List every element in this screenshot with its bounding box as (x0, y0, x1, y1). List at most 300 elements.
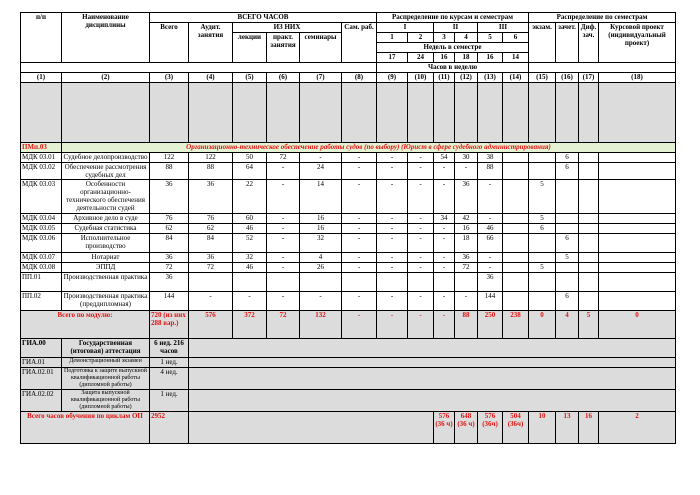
blank-cell (21, 83, 62, 143)
discipline-cell: 88 (478, 163, 503, 180)
discipline-cell: 54 (434, 153, 455, 163)
semester-number: 1 (377, 33, 408, 43)
discipline-name: Судебная статистика (62, 224, 150, 234)
blank-cell (342, 83, 377, 143)
header-of-them: ИЗ НИХ (233, 23, 342, 33)
gia-subrow (21, 390, 676, 412)
discipline-cell: 76 (189, 214, 233, 224)
semester-number: 4 (455, 33, 478, 43)
column-number: (10) (408, 73, 434, 83)
header-course-1: I (377, 23, 434, 33)
blank-cell (529, 83, 556, 143)
discipline-cell: 84 (150, 234, 189, 253)
module-total-cell: 250 (478, 311, 503, 339)
semester-weeks: 16 (478, 53, 503, 63)
semester-weeks: 18 (455, 53, 478, 63)
blank-shaded-row (21, 83, 676, 143)
module-total-label: Всего по модулю: (21, 311, 150, 339)
discipline-cell: 62 (150, 224, 189, 234)
discipline-cell: 88 (150, 163, 189, 180)
discipline-cell: 5 (529, 263, 556, 273)
discipline-cell: - (267, 224, 300, 234)
column-number: (16) (556, 73, 579, 83)
gia-subrow-code: ГИА.02.02 (21, 390, 62, 412)
semester-weeks: 14 (503, 53, 529, 63)
module-total-cell: - (377, 311, 408, 339)
discipline-cell: 72 (150, 263, 189, 273)
discipline-cell: 36 (150, 273, 189, 292)
discipline-cell-project (599, 163, 676, 180)
discipline-name: Нотариат (62, 253, 150, 263)
discipline-cell: 4 (300, 253, 342, 263)
grand-total-row (21, 412, 676, 444)
discipline-cell (579, 234, 599, 253)
discipline-cell (455, 273, 478, 292)
discipline-cell (556, 214, 579, 224)
discipline-cell: - (267, 214, 300, 224)
discipline-cell: 62 (189, 224, 233, 234)
discipline-cell: - (377, 292, 408, 311)
blank-cell (434, 83, 455, 143)
discipline-rows (21, 153, 676, 311)
header-discipline: Наименование дисциплины (62, 13, 150, 63)
discipline-cell: 144 (478, 292, 503, 311)
grand-total-label: Всего часов обучения по циклам ОП (21, 412, 150, 444)
discipline-cell-project (599, 153, 676, 163)
module-total-cell: 88 (455, 311, 478, 339)
discipline-row (21, 263, 676, 273)
blank-cell (503, 83, 529, 143)
discipline-cell (579, 214, 599, 224)
gia-subrow-name: Подготовка к защите выпускной квалификационной работы (дипломной работы) (62, 368, 150, 390)
discipline-cell: 26 (300, 263, 342, 273)
discipline-cell: - (434, 292, 455, 311)
discipline-cell: 6 (556, 292, 579, 311)
header-distribution-semesters: Распределение по семестрам (529, 13, 676, 23)
blank-cell (478, 83, 503, 143)
column-number: (3) (150, 73, 189, 83)
header-course-project: Курсовой проект (индивидуальный проект) (599, 23, 676, 63)
blank-cell (377, 83, 408, 143)
discipline-cell: - (408, 292, 434, 311)
gia-code: ГИА.00 (21, 339, 62, 358)
discipline-cell: 144 (150, 292, 189, 311)
gia-subrow (21, 358, 676, 368)
discipline-cell: 72 (267, 153, 300, 163)
discipline-cell: 50 (233, 153, 267, 163)
discipline-code: МДК 03.01 (21, 153, 62, 163)
blank-cell (189, 83, 233, 143)
gia-subrow-empty (189, 358, 676, 368)
discipline-cell: - (455, 163, 478, 180)
discipline-cell: 6 (529, 224, 556, 234)
discipline-cell: 5 (529, 180, 556, 214)
discipline-cell (503, 180, 529, 214)
header-weeks-label: Недель в семестре (377, 43, 529, 53)
discipline-cell-project (599, 263, 676, 273)
discipline-cell: - (478, 253, 503, 263)
discipline-name: Производственная практика (преддипломная) (62, 292, 150, 311)
discipline-cell: - (377, 153, 408, 163)
discipline-cell (300, 273, 342, 292)
semester-number: 3 (434, 33, 455, 43)
discipline-cell: - (434, 180, 455, 214)
discipline-cell: - (342, 263, 377, 273)
blank-cell (408, 83, 434, 143)
discipline-cell: 36 (455, 180, 478, 214)
discipline-cell: - (434, 224, 455, 234)
grand-total-semester: 576 (36 ч) (434, 412, 455, 444)
discipline-cell: 46 (478, 224, 503, 234)
discipline-cell: - (233, 292, 267, 311)
gia-subrow (21, 368, 676, 390)
discipline-name: Обеспечение рассмотрения судебных дел (62, 163, 150, 180)
discipline-cell (377, 273, 408, 292)
discipline-cell: - (408, 214, 434, 224)
curriculum-table (20, 12, 676, 444)
column-number: (17) (579, 73, 599, 83)
grand-total-diff: 16 (579, 412, 599, 444)
grand-total-exam: 10 (529, 412, 556, 444)
discipline-cell: - (267, 263, 300, 273)
gia-row (21, 339, 676, 358)
discipline-cell-project (599, 224, 676, 234)
discipline-cell: 36 (150, 180, 189, 214)
discipline-cell: - (434, 234, 455, 253)
discipline-cell: 36 (455, 253, 478, 263)
discipline-cell (503, 224, 529, 234)
discipline-row (21, 153, 676, 163)
semester-weeks: 16 (434, 53, 455, 63)
discipline-code: МДК 03.05 (21, 224, 62, 234)
discipline-cell: - (408, 180, 434, 214)
discipline-name: Судебное делопроизводство (62, 153, 150, 163)
discipline-name: Исполнительное производство (62, 234, 150, 253)
discipline-cell: - (342, 163, 377, 180)
blank-cell (599, 83, 676, 143)
discipline-cell: - (267, 292, 300, 311)
semester-weeks: 24 (408, 53, 434, 63)
gia-subrow-empty (189, 390, 676, 412)
discipline-cell: 34 (434, 214, 455, 224)
discipline-cell (408, 273, 434, 292)
discipline-name: Архивное дело в суде (62, 214, 150, 224)
discipline-cell: - (342, 224, 377, 234)
discipline-cell (529, 253, 556, 263)
discipline-cell: - (377, 253, 408, 263)
discipline-row (21, 224, 676, 234)
module-total-cell: - (408, 311, 434, 339)
header-course-3: III (478, 23, 529, 33)
discipline-cell: - (377, 180, 408, 214)
module-total-cell: 0 (529, 311, 556, 339)
discipline-cell: - (478, 263, 503, 273)
discipline-cell: - (377, 234, 408, 253)
discipline-cell: - (478, 214, 503, 224)
discipline-row (21, 163, 676, 180)
discipline-cell (556, 224, 579, 234)
discipline-cell: - (342, 214, 377, 224)
column-number: (2) (62, 73, 150, 83)
discipline-cell: - (377, 163, 408, 180)
discipline-cell-project (599, 273, 676, 292)
grand-total-project: 2 (599, 412, 676, 444)
discipline-code: МДК 03.06 (21, 234, 62, 253)
discipline-code: МДК 03.02 (21, 163, 62, 180)
discipline-cell: 5 (556, 253, 579, 263)
module-total-cell: 0 (599, 311, 676, 339)
discipline-cell (556, 263, 579, 273)
discipline-cell: 72 (455, 263, 478, 273)
discipline-row (21, 234, 676, 253)
grand-total-semester: 576 (36ч) (478, 412, 503, 444)
header-credit: зачет. (556, 23, 579, 63)
column-number: (7) (300, 73, 342, 83)
discipline-cell (233, 273, 267, 292)
grand-total-semester: 648 (36 ч) (455, 412, 478, 444)
discipline-cell: 38 (478, 153, 503, 163)
discipline-cell (503, 263, 529, 273)
module-total-cell: 4 (556, 311, 579, 339)
discipline-cell: - (342, 153, 377, 163)
discipline-cell: 46 (233, 224, 267, 234)
discipline-cell (556, 180, 579, 214)
discipline-cell (503, 273, 529, 292)
discipline-cell: 46 (233, 263, 267, 273)
discipline-row (21, 214, 676, 224)
gia-subrow-name: Демонстрационный экзамен (62, 358, 150, 368)
discipline-cell (579, 180, 599, 214)
gia-rows (21, 358, 676, 412)
header-auditorium: Аудит. занятия (189, 23, 233, 63)
discipline-cell: 122 (189, 153, 233, 163)
discipline-cell: 66 (478, 234, 503, 253)
discipline-cell: - (408, 253, 434, 263)
discipline-code: МДК 03.03 (21, 180, 62, 214)
discipline-cell (579, 163, 599, 180)
curriculum-table-sheet (20, 12, 676, 444)
header-self-work: Сам. раб. (342, 23, 377, 63)
discipline-cell: - (408, 163, 434, 180)
discipline-cell: 42 (455, 214, 478, 224)
discipline-row (21, 292, 676, 311)
discipline-code: ПП.01 (21, 273, 62, 292)
module-total-cell: - (342, 311, 377, 339)
column-number: (12) (455, 73, 478, 83)
discipline-name: Особенности организационно-технического обеспечения деятельности судей (62, 180, 150, 214)
semester-number: 6 (503, 33, 529, 43)
discipline-cell: 36 (150, 253, 189, 263)
column-number: (11) (434, 73, 455, 83)
discipline-cell-project (599, 234, 676, 253)
discipline-cell (267, 273, 300, 292)
blank-cell (579, 83, 599, 143)
module-total-cell: - (434, 311, 455, 339)
discipline-cell-project (599, 292, 676, 311)
discipline-row (21, 180, 676, 214)
discipline-cell (579, 253, 599, 263)
semester-number: 5 (478, 33, 503, 43)
discipline-cell: 36 (189, 180, 233, 214)
semester-number: 2 (408, 33, 434, 43)
discipline-cell: - (408, 234, 434, 253)
discipline-cell: - (342, 253, 377, 263)
header-total: Всего (150, 23, 189, 63)
discipline-code: МДК 03.04 (21, 214, 62, 224)
header-exam: экзам. (529, 23, 556, 63)
discipline-cell: 32 (300, 234, 342, 253)
discipline-cell: 16 (300, 224, 342, 234)
grand-total-semester: 504 (36ч) (503, 412, 529, 444)
discipline-cell-project (599, 180, 676, 214)
discipline-cell: - (267, 163, 300, 180)
discipline-cell: - (377, 214, 408, 224)
blank-cell (267, 83, 300, 143)
discipline-cell: - (434, 263, 455, 273)
discipline-cell: - (189, 292, 233, 311)
discipline-cell: - (342, 180, 377, 214)
module-total-cell: 576 (189, 311, 233, 339)
discipline-cell: 88 (189, 163, 233, 180)
discipline-cell (579, 263, 599, 273)
discipline-cell: 14 (300, 180, 342, 214)
module-total-cell: 238 (503, 311, 529, 339)
discipline-cell: 22 (233, 180, 267, 214)
discipline-cell: 84 (189, 234, 233, 253)
discipline-cell: - (408, 224, 434, 234)
gia-subrow-total: 4 нед. (150, 368, 189, 390)
discipline-cell: - (300, 153, 342, 163)
discipline-cell: - (267, 253, 300, 263)
discipline-cell (503, 214, 529, 224)
discipline-cell: 60 (233, 214, 267, 224)
discipline-cell (189, 273, 233, 292)
discipline-cell (579, 292, 599, 311)
discipline-cell (503, 253, 529, 263)
discipline-cell: - (267, 234, 300, 253)
discipline-cell: - (408, 263, 434, 273)
header-course-2: II (434, 23, 478, 33)
discipline-cell (503, 163, 529, 180)
column-number: (8) (342, 73, 377, 83)
blank-cell (62, 83, 150, 143)
header-diff-credit: Диф. зач. (579, 23, 599, 63)
discipline-cell: - (342, 234, 377, 253)
column-number: (15) (529, 73, 556, 83)
discipline-cell (579, 224, 599, 234)
discipline-cell (503, 234, 529, 253)
semester-weeks: 17 (377, 53, 408, 63)
gia-name: Государственная (итоговая) аттестация (62, 339, 150, 358)
discipline-cell: - (377, 263, 408, 273)
header-number: п/п (21, 13, 62, 63)
discipline-cell (529, 292, 556, 311)
module-total-cell: 5 (579, 311, 599, 339)
discipline-row (21, 273, 676, 292)
module-total-cell: 720 (из них 288 вар.) (150, 311, 189, 339)
discipline-code: МДК 03.08 (21, 263, 62, 273)
header-lectures: лекции (233, 33, 267, 63)
gia-subrow-code: ГИА.02.01 (21, 368, 62, 390)
discipline-name: Производственная практика (62, 273, 150, 292)
module-total-cell: 132 (300, 311, 342, 339)
discipline-cell: 30 (455, 153, 478, 163)
discipline-cell: 16 (455, 224, 478, 234)
discipline-cell: 76 (150, 214, 189, 224)
discipline-cell (529, 153, 556, 163)
discipline-cell-project (599, 214, 676, 224)
module-total-cell: 372 (233, 311, 267, 339)
discipline-cell: - (377, 224, 408, 234)
discipline-cell: - (434, 163, 455, 180)
discipline-cell: - (478, 180, 503, 214)
discipline-cell (556, 273, 579, 292)
discipline-cell: - (408, 153, 434, 163)
discipline-cell: 18 (455, 234, 478, 253)
discipline-cell (529, 234, 556, 253)
blank-cell (150, 83, 189, 143)
header-seminars: семинары (300, 33, 342, 63)
header-practical: практ. занятия (267, 33, 300, 63)
discipline-cell (579, 273, 599, 292)
blank-cell (233, 83, 267, 143)
discipline-cell: 36 (478, 273, 503, 292)
column-number: (14) (503, 73, 529, 83)
discipline-cell: 16 (300, 214, 342, 224)
gia-subrow-code: ГИА.01 (21, 358, 62, 368)
discipline-cell (503, 153, 529, 163)
discipline-cell: 122 (150, 153, 189, 163)
discipline-cell: - (455, 292, 478, 311)
discipline-cell (529, 163, 556, 180)
blank-cell (556, 83, 579, 143)
blank-cell (455, 83, 478, 143)
gia-subrow-total: 1 нед. (150, 358, 189, 368)
gia-subrow-total: 1 нед. (150, 390, 189, 412)
discipline-cell: - (267, 180, 300, 214)
discipline-cell: 36 (189, 253, 233, 263)
grand-total-hours: 2952 (150, 412, 189, 444)
column-number: (5) (233, 73, 267, 83)
column-number: (1) (21, 73, 62, 83)
discipline-cell: - (300, 292, 342, 311)
discipline-cell: 52 (233, 234, 267, 253)
discipline-code: ПП.02 (21, 292, 62, 311)
discipline-row (21, 253, 676, 263)
grand-total-credit: 13 (556, 412, 579, 444)
gia-subrow-name: Защита выпускной квалификационной работы (дипломной работы) (62, 390, 150, 412)
discipline-cell: 5 (529, 214, 556, 224)
discipline-cell (503, 292, 529, 311)
discipline-cell (434, 273, 455, 292)
discipline-cell: - (434, 253, 455, 263)
column-number: (18) (599, 73, 676, 83)
header-hours-per-week: Часов в неделю (377, 63, 529, 73)
gia-total: 6 нед. 216 часов (150, 339, 189, 358)
discipline-cell: 64 (233, 163, 267, 180)
discipline-name: ЭППД (62, 263, 150, 273)
discipline-cell: 24 (300, 163, 342, 180)
discipline-cell: 6 (556, 163, 579, 180)
column-number: (4) (189, 73, 233, 83)
discipline-cell (529, 273, 556, 292)
column-number: (9) (377, 73, 408, 83)
header-total-hours: ВСЕГО ЧАСОВ (150, 13, 377, 23)
module-total-cell: 72 (267, 311, 300, 339)
header-distribution-courses: Распределение по курсам и семестрам (377, 13, 529, 23)
discipline-cell-project (599, 253, 676, 263)
discipline-cell (579, 153, 599, 163)
